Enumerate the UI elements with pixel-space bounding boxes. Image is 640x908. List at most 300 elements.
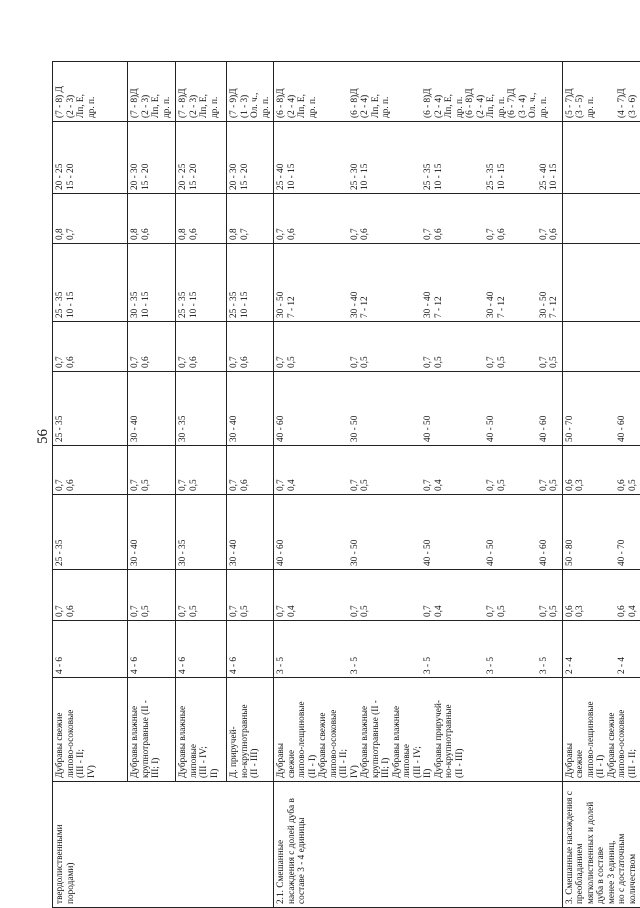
- cell-line: [308, 125, 319, 190]
- cell-line: [455, 197, 466, 240]
- cell-line: Дубравы приручей-: [434, 681, 445, 778]
- table-cell: [274, 570, 563, 621]
- cell-line: 0,7: [130, 573, 141, 617]
- cell-line: II): [210, 681, 221, 778]
- cell-line: Лп, Е,: [297, 65, 308, 118]
- cell-line: [607, 375, 618, 442]
- cell-line: 25 - 35: [423, 125, 434, 190]
- cell-line: 0,6: [565, 449, 576, 491]
- cell-line: [381, 624, 392, 674]
- cell-line: 0,5: [360, 573, 371, 617]
- cell-line: 0,5: [497, 449, 508, 491]
- cell-line: [444, 125, 455, 190]
- cell-line: [607, 624, 618, 674]
- table-cell: [53, 372, 128, 446]
- cell-line: 7 - 12: [497, 247, 508, 318]
- cell-line: [371, 573, 382, 617]
- cell-line: дуба в составе: [596, 785, 607, 904]
- table-cell: [176, 322, 227, 372]
- cell-line: [360, 375, 371, 442]
- cell-line: (6 - 8)Д: [423, 65, 434, 118]
- table-cell: [227, 446, 274, 495]
- cell-line: (2 - 3): [189, 65, 200, 118]
- table-cell: [562, 62, 640, 122]
- cell-line: [455, 573, 466, 617]
- cell-line: (III - II;: [628, 681, 639, 778]
- cell-line: 0,5: [497, 325, 508, 368]
- cell-line: 7 - 12: [287, 247, 298, 318]
- table-cell: [562, 678, 640, 782]
- cell-line: [329, 573, 340, 617]
- cell-line: 0,7: [486, 449, 497, 491]
- cell-line: [596, 573, 607, 617]
- table-cell: [227, 322, 274, 372]
- table-cell: [562, 194, 640, 244]
- cell-line: [371, 325, 382, 368]
- cell-line: но-крупнотравные: [240, 681, 251, 778]
- cell-line: [565, 125, 576, 190]
- cell-line: крупнотравные (II -: [141, 681, 152, 778]
- cell-line: 0,6: [189, 197, 200, 240]
- cell-line: 0,8: [229, 197, 240, 240]
- table-cell: [562, 372, 640, 446]
- cell-line: (2 - 4): [287, 65, 298, 118]
- cell-line: [528, 375, 539, 442]
- cell-line: [575, 375, 586, 442]
- cell-line: [434, 375, 445, 442]
- cell-line: 0,6: [141, 325, 152, 368]
- cell-line: 30 - 50: [276, 247, 287, 318]
- table-cell: [53, 678, 128, 782]
- cell-line: (7 - 9)Д: [229, 65, 240, 118]
- cell-line: [329, 325, 340, 368]
- cell-line: (2 - 3): [141, 65, 152, 118]
- table-row: [176, 62, 227, 908]
- cell-line: [329, 125, 340, 190]
- cell-line: 0,5: [549, 449, 560, 491]
- cell-line: [413, 65, 424, 118]
- cell-line: (II - III): [250, 681, 261, 778]
- cell-line: [476, 125, 487, 190]
- cell-line: (6 - 8)Д: [465, 65, 476, 118]
- cell-line: 10 - 15: [497, 125, 508, 190]
- table-cell: [176, 570, 227, 621]
- cell-line: 0,7: [486, 197, 497, 240]
- cell-line: 7 - 12: [549, 247, 560, 318]
- cell-line: [596, 498, 607, 566]
- cell-line: [586, 449, 597, 491]
- cell-line: Лп, Е,: [486, 65, 497, 118]
- cell-line: [596, 65, 607, 118]
- cell-line: [444, 325, 455, 368]
- table-cell: [274, 495, 563, 570]
- cell-line: [596, 449, 607, 491]
- cell-line: свежие: [575, 681, 586, 778]
- cell-line: 2 - 4: [565, 624, 576, 674]
- cell-line: др. п.: [586, 65, 597, 118]
- table-row: [274, 62, 563, 908]
- cell-line: [402, 573, 413, 617]
- cell-line: [297, 247, 308, 318]
- cell-line: 10 - 15: [434, 125, 445, 190]
- cell-line: [318, 449, 329, 491]
- cell-line: липово-лещиновые: [297, 681, 308, 778]
- cell-line: [381, 449, 392, 491]
- cell-line: [528, 624, 539, 674]
- cell-line: 30 - 40: [229, 498, 240, 566]
- cell-line: 50 - 70: [565, 375, 576, 442]
- cell-line: Лп, Е,: [444, 65, 455, 118]
- cell-line: [402, 125, 413, 190]
- table-row: [562, 62, 640, 908]
- cell-line: 0,7: [178, 325, 189, 368]
- cell-line: [476, 573, 487, 617]
- cell-line: [413, 375, 424, 442]
- cell-line: [287, 375, 298, 442]
- cell-line: [465, 449, 476, 491]
- cell-line: 0,6: [240, 325, 251, 368]
- cell-line: 10 - 15: [287, 125, 298, 190]
- cell-line: [318, 65, 329, 118]
- cell-line: [318, 247, 329, 318]
- cell-line: [518, 247, 529, 318]
- cell-line: [339, 375, 350, 442]
- table-cell: [274, 244, 563, 322]
- table-cell: [227, 570, 274, 621]
- cell-line: Ол. ч.,: [250, 65, 261, 118]
- cell-line: 4 - 6: [229, 624, 240, 674]
- cell-line: [413, 449, 424, 491]
- cell-line: 30 - 40: [229, 375, 240, 442]
- cell-line: преобладанием: [575, 785, 586, 904]
- cell-line: (6 - 8)Д: [276, 65, 287, 118]
- cell-line: [465, 624, 476, 674]
- cell-line: [402, 247, 413, 318]
- cell-line: 0,5: [141, 573, 152, 617]
- table-cell: [53, 244, 128, 322]
- cell-line: [329, 449, 340, 491]
- table-cell: [53, 495, 128, 570]
- cell-line: количеством: [628, 785, 639, 904]
- cell-line: [371, 247, 382, 318]
- cell-line: 0,6: [189, 325, 200, 368]
- cell-line: [465, 247, 476, 318]
- cell-line: 20 - 25: [178, 125, 189, 190]
- cell-line: породами): [66, 785, 77, 904]
- cell-line: [339, 325, 350, 368]
- cell-line: 0,7: [423, 325, 434, 368]
- cell-line: [465, 125, 476, 190]
- table-cell: [128, 244, 176, 322]
- cell-line: 25 - 35: [178, 247, 189, 318]
- table-cell: [227, 372, 274, 446]
- cell-line: Лп, Е,: [371, 65, 382, 118]
- cell-line: 15 - 20: [189, 125, 200, 190]
- cell-line: [413, 197, 424, 240]
- cell-line: [586, 498, 597, 566]
- cell-line: др. п.: [261, 65, 272, 118]
- cell-line: 0,8: [130, 197, 141, 240]
- cell-line: [434, 498, 445, 566]
- cell-line: 30 - 35: [130, 247, 141, 318]
- cell-line: [497, 498, 508, 566]
- cell-line: 40 - 50: [486, 498, 497, 566]
- cell-line: 0,6: [617, 573, 628, 617]
- cell-line: 0,7: [539, 197, 550, 240]
- cell-line: [596, 624, 607, 674]
- cell-line: 25 - 35: [229, 247, 240, 318]
- cell-line: липово-осоковые: [617, 681, 628, 778]
- cell-line: [392, 449, 403, 491]
- cell-line: [575, 498, 586, 566]
- cell-line: 3 - 5: [276, 624, 287, 674]
- cell-line: [297, 498, 308, 566]
- forest-stand-table: [52, 61, 640, 908]
- cell-line: [381, 325, 392, 368]
- table-cell: [227, 621, 274, 678]
- cell-line: [528, 247, 539, 318]
- cell-line: 40 - 60: [617, 375, 628, 442]
- cell-line: [371, 375, 382, 442]
- cell-line: 0,7: [486, 325, 497, 368]
- cell-line: [507, 197, 518, 240]
- table-cell: [562, 570, 640, 621]
- cell-line: Лп, Е,: [151, 65, 162, 118]
- cell-line: липово-осоковые: [329, 681, 340, 778]
- cell-line: [287, 624, 298, 674]
- cell-line: 0,8: [55, 197, 66, 240]
- cell-line: [308, 624, 319, 674]
- cell-line: 7 - 12: [360, 247, 371, 318]
- cell-line: 25 - 40: [539, 125, 550, 190]
- cell-line: [507, 449, 518, 491]
- cell-line: (7 - 8)Д: [178, 65, 189, 118]
- cell-line: 20 - 30: [229, 125, 240, 190]
- cell-line: 0,5: [628, 449, 639, 491]
- cell-line: (2 - 4): [476, 65, 487, 118]
- cell-line: [444, 573, 455, 617]
- cell-line: [413, 498, 424, 566]
- table-cell: [227, 678, 274, 782]
- cell-line: 0,5: [549, 573, 560, 617]
- cell-line: [339, 624, 350, 674]
- table-row: [53, 62, 128, 908]
- cell-line: [518, 498, 529, 566]
- cell-line: 10 - 15: [549, 125, 560, 190]
- cell-line: 0,7: [229, 449, 240, 491]
- cell-line: [476, 498, 487, 566]
- cell-line: III; I): [151, 681, 162, 778]
- cell-line: [318, 573, 329, 617]
- table-cell: [176, 678, 227, 782]
- table-cell: [274, 678, 563, 782]
- cell-line: Лп, Е,: [199, 65, 210, 118]
- table-cell: [176, 446, 227, 495]
- cell-line: 40 - 50: [423, 375, 434, 442]
- cell-line: 0,6: [141, 197, 152, 240]
- cell-line: [465, 573, 476, 617]
- cell-line: [381, 197, 392, 240]
- cell-line: [371, 197, 382, 240]
- table-cell: [227, 495, 274, 570]
- cell-line: [318, 197, 329, 240]
- cell-line: (6 - 7)Д: [507, 65, 518, 118]
- cell-line: (2 - 4): [434, 65, 445, 118]
- cell-line: (II - I): [596, 681, 607, 778]
- cell-line: др. п.: [497, 65, 508, 118]
- cell-line: [402, 375, 413, 442]
- cell-line: [413, 247, 424, 318]
- cell-line: 30 - 50: [350, 498, 361, 566]
- cell-line: [476, 375, 487, 442]
- cell-line: 3 - 5: [539, 624, 550, 674]
- cell-line: [297, 573, 308, 617]
- table-cell: [128, 62, 176, 122]
- table-cell: [53, 570, 128, 621]
- cell-line: Дубравы: [276, 681, 287, 778]
- cell-line: 30 - 50: [539, 247, 550, 318]
- table-cell: [128, 372, 176, 446]
- cell-line: свежие: [287, 681, 298, 778]
- cell-line: (3 - 6): [628, 65, 639, 118]
- cell-line: 30 - 40: [130, 498, 141, 566]
- table-cell: [53, 322, 128, 372]
- cell-line: (7 - 8) Д: [55, 65, 66, 118]
- cell-line: [476, 197, 487, 240]
- cell-line: 0,5: [189, 573, 200, 617]
- cell-line: 40 - 50: [423, 498, 434, 566]
- cell-line: 25 - 35: [55, 375, 66, 442]
- cell-line: 40 - 70: [617, 498, 628, 566]
- cell-line: др. п.: [381, 65, 392, 118]
- cell-line: [392, 65, 403, 118]
- cell-line: [329, 65, 340, 118]
- cell-line: 0,7: [276, 573, 287, 617]
- cell-line: (1 - 3): [240, 65, 251, 118]
- cell-line: [318, 624, 329, 674]
- cell-line: [381, 247, 392, 318]
- cell-line: [413, 125, 424, 190]
- cell-line: [528, 449, 539, 491]
- table-cell: [562, 322, 640, 372]
- cell-line: 25 - 35: [486, 125, 497, 190]
- cell-line: [297, 624, 308, 674]
- cell-line: [518, 624, 529, 674]
- cell-line: 0,4: [287, 449, 298, 491]
- cell-line: 15 - 20: [141, 125, 152, 190]
- cell-line: 0,7: [350, 449, 361, 491]
- table-cell: [128, 122, 176, 194]
- cell-line: 40 - 60: [276, 375, 287, 442]
- cell-line: 0,4: [434, 573, 445, 617]
- cell-line: 0,7: [229, 325, 240, 368]
- cell-line: [402, 498, 413, 566]
- cell-line: 0,4: [287, 573, 298, 617]
- cell-line: 40 - 50: [486, 375, 497, 442]
- cell-line: 0,7: [423, 573, 434, 617]
- cell-line: [444, 624, 455, 674]
- cell-line: 0,7: [350, 325, 361, 368]
- table-cell: [53, 621, 128, 678]
- cell-line: [607, 449, 618, 491]
- cell-line: [339, 573, 350, 617]
- cell-line: 0,7: [276, 197, 287, 240]
- cell-line: 0,7: [55, 325, 66, 368]
- cell-line: [596, 375, 607, 442]
- cell-line: 0,5: [287, 325, 298, 368]
- table-cell: [176, 621, 227, 678]
- cell-line: 4 - 6: [178, 624, 189, 674]
- cell-line: 30 - 40: [486, 247, 497, 318]
- cell-line: 0,5: [360, 325, 371, 368]
- cell-line: [402, 325, 413, 368]
- table-cell: [53, 194, 128, 244]
- cell-line: 2 - 4: [617, 624, 628, 674]
- cell-line: 30 - 40: [130, 375, 141, 442]
- cell-line: [339, 449, 350, 491]
- cell-line: др. п.: [162, 65, 173, 118]
- cell-line: [392, 197, 403, 240]
- cell-line: но с достаточным: [617, 785, 628, 904]
- cell-line: 0,6: [617, 449, 628, 491]
- cell-line: [329, 197, 340, 240]
- cell-line: (7 - 8)Д: [130, 65, 141, 118]
- cell-line: (3 - 5): [575, 65, 586, 118]
- cell-line: [297, 325, 308, 368]
- cell-line: [308, 247, 319, 318]
- cell-line: [318, 375, 329, 442]
- cell-line: [392, 498, 403, 566]
- cell-line: 7 - 12: [434, 247, 445, 318]
- cell-line: [586, 375, 597, 442]
- cell-line: Дубравы влажные: [178, 681, 189, 778]
- cell-line: 0,6: [434, 197, 445, 240]
- table-cell: [274, 372, 563, 446]
- cell-line: (2 - 3): [66, 65, 77, 118]
- cell-line: [371, 449, 382, 491]
- cell-line: [381, 125, 392, 190]
- cell-line: но-крупнотравные: [444, 681, 455, 778]
- cell-line: 0,7: [66, 197, 77, 240]
- cell-line: 30 - 35: [178, 375, 189, 442]
- table-row: [128, 62, 176, 908]
- cell-line: [586, 573, 597, 617]
- cell-line: [392, 247, 403, 318]
- cell-line: [507, 375, 518, 442]
- cell-line: [392, 624, 403, 674]
- cell-line: (5 - 7)Д: [565, 65, 576, 118]
- table-cell: [53, 446, 128, 495]
- cell-line: [565, 247, 576, 318]
- cell-line: 0,3: [575, 449, 586, 491]
- cell-line: [413, 325, 424, 368]
- cell-line: [444, 197, 455, 240]
- page-number: 56: [35, 429, 52, 444]
- cell-line: [392, 375, 403, 442]
- cell-line: липово-лещиновые: [586, 681, 597, 778]
- table-cell: [128, 678, 176, 782]
- cell-line: 0,5: [240, 573, 251, 617]
- table-cell: [227, 194, 274, 244]
- cell-line: [476, 449, 487, 491]
- cell-line: [476, 624, 487, 674]
- cell-line: [575, 624, 586, 674]
- cell-line: 0,7: [229, 573, 240, 617]
- table-cell: [274, 62, 563, 122]
- cell-line: [455, 125, 466, 190]
- cell-line: [392, 125, 403, 190]
- cell-line: 0,6: [497, 197, 508, 240]
